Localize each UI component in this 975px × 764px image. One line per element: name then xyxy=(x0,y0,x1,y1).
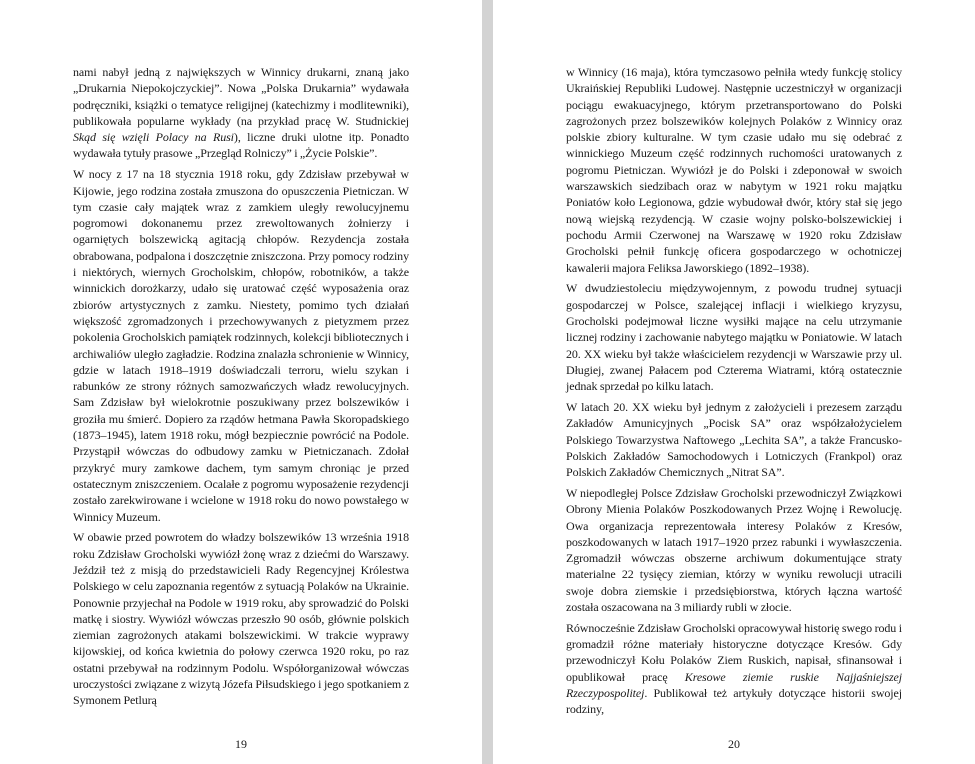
paragraph: W niepodległej Polsce Zdzisław Grocholski przewodniczył Związkowi Obrony Mienia Polaków Poszkodowanych Przez Wojnę i Rewolucję. Owa organizacja reprezentowała interesy Polaków z Kresów, poszkodowanych w latach 1917–1920 przez rabunki i wywłaszczenia. Zgromadził wówczas obszerne archiwum dokumentujące straty materialne 22 tysięcy ziemian, którzy w wyniku rewolucji utracili swoje dobra ziemskie i przedsiębiorstwa, których łączna wartość została oszacowana na 3 miliardy rubli w złocie. xyxy=(566,485,902,614)
paragraph xyxy=(566,620,902,718)
left-page-text xyxy=(73,64,409,722)
book-gutter xyxy=(482,0,493,764)
paragraph-text: nami nabył jedną z największych w Winnicy drukarni, znaną jako „Drukarnia Niepokojczyckiej”. Nowa „Polska Drukarnia” wydawała podręczniki, książki o tematyce religijnej (katechizmy i modlitewniki), publikowała popularne wykłady (na przykład pracę W. Studnickiej xyxy=(73,65,409,128)
page-number: 19 xyxy=(235,737,247,752)
italic-title: Skąd się wzięli Polacy na Rusi xyxy=(73,130,234,145)
paragraph: W obawie przed powrotem do władzy bolszewików 13 września 1918 roku Zdzisław Grocholski wywiózł żonę wraz z dziećmi do Warszawy. Jeździł też z misją do przedstawicieli Rady Regencyjnej Królestwa Polskiego w celu zapoznania regentów z sytuacją Polaków na Ukrainie. Ponownie przyjechał na Podole w 1919 roku, aby sprowadzić do Polski matkę i siostry. Wywiózł wówczas przeszło 90 osób, głównie polskich ziemian zagrożonych atakami bolszewickimi. W trakcie wyprawy kijowskiej, od końca kwietnia do połowy czerwca 1920 roku, po raz ostatni przebywał na rodzinnym Podolu. Współorganizował wówczas uroczystości związane z wizytą Józefa Piłsudskiego i jego spotkaniem z Symonem Petlurą xyxy=(73,530,409,708)
paragraph: W nocy z 17 na 18 stycznia 1918 roku, gdy Zdzisław przebywał w Kijowie, jego rodzina została zmuszona do opuszczenia Pietniczan. W tym czasie cały majątek wraz z zamkiem uległy rewolucyjnemu pogromowi dokonanemu przez zrewoltowanych żołnierzy i ogarniętych bolszewicką agitacją chłopów. Rezydencja została obrabowana, podpalona i doszczętnie zniszczona. Przy pomocy rodziny i niektórych, wiernych Grocholskim, chłopów, robotników, a także winnickich dorożkarzy, udało się uratować część wyposażenia oraz zbiorów artystycznych z zamku. Niestety, pomimo tych działań większość zgromadzonych i przechowywanych z pietyzmem przez pokolenia Grocholskich pamiątek rodzinnych, kolekcji bibliotecznych i archiwaliów uległo zagładzie. Rodzina znalazła schronienie w Winnicy, gdzie w latach 1918–1919 doświadczali terroru, wielu szykan i rabunków ze strony różnych samozwańczych władz rewolucyjnych. Sam Zdzisław był wielokrotnie poszukiwany przez bolszewików i groziła mu śmierć. Dopiero za rządów hetmana Pawła Skoropadskiego (1873–1945), latem 1918 roku, mógł bezpiecznie powrócić na Podole. Przystąpił wówczas do odbudowy zamku w Pietniczanach. Zdołał przykryć mury zamkowe dachem, tym samym chroniąc je przed ostatecznym zniszczeniem. Ocalałe z pogromu wyposażenie rezydencji zostało zarekwirowane i wcielone w 1918 roku do nowo powstałego w Winnicy Muzeum. xyxy=(73,167,409,524)
page-number: 20 xyxy=(728,737,740,752)
italic-title: Kresowe ziemie ruskie Najjaśniejszej Rzeczypospolitej xyxy=(566,669,902,700)
paragraph: W dwudziestoleciu międzywojennym, z powodu trudnej sytuacji gospodarczej w Polsce, szalejącej inflacji i wielkiego kryzysu, Grocholski podejmował liczne wysiłki mające na celu utrzymanie licznej rodziny i zachowanie nabytego majątku w Poniatowie. W latach 20. XX wieku był także właścicielem rezydencji w Warszawie przy ul. Długiej, zwanej Pałacem pod Czterema Wiatrami, którą ostatecznie jednak sprzedał po kilku latach. xyxy=(566,281,902,394)
paragraph-text: Równocześnie Zdzisław Grocholski opracowywał historię swego rodu i gromadził różne materiały historyczne dotyczące Kresów. Gdy przewodniczył Kołu Polaków Ziem Ruskich, napisał, sfinansował i opublikował pracę xyxy=(566,620,902,684)
paragraph: w Winnicy (16 maja), która tymczasowo pełniła wtedy funkcję stolicy Ukraińskiej Republiki Ludowej. Następnie uczestniczył w organizacji pociągu ewakuacyjnego, którym przetransportowano do Polski zagrożonych przez bolszewików kolejnych Polaków z Winnicy oraz polskie zbiory kulturalne. W tym czasie udało mu się odebrać z winnickiego Muzeum część rodzinnych ruchomości uratowanych z pogromu Pietniczan. Wywiózł je do Polski i zdeponował w swoich warszawskich siedzibach oraz w nabytym w 1921 roku majątku Poniatów koło Legionowa, gdzie wybudował dwór, który stał się jego nową wiejską rezydencją. W czasie wojny polsko-bolszewickiej i pochodu Armii Czerwonej na Warszawę w 1920 roku Zdzisław Grocholski pełnił funkcję oficera gospodarczego w ochotniczej kawalerii majora Feliksa Jaworskiego (1892–1938). xyxy=(566,65,902,275)
right-page xyxy=(493,0,975,764)
paragraph-text: ), liczne druki ulotne itp. Ponadto wydawała tytuły prasowe „Przegląd Rolniczy” i „Życie Polskie”. xyxy=(73,130,409,161)
paragraph: W latach 20. XX wieku był jednym z założycieli i prezesem zarządu Zakładów Amunicyjnych „Pocisk SA” oraz współzałożycielem Polskiego Towarzystwa Naftowego „Lechita SA”, a także Francusko-Polskich Zakładów Samochodowych i Lotniczych (Frankpol) oraz Polskich Zakładów Chemicznych „Nitrat SA”. xyxy=(566,399,902,480)
paragraph-text: . Publikował też artykuły dotyczące historii swojej rodziny, xyxy=(566,685,902,717)
left-page xyxy=(0,0,482,764)
right-page-text xyxy=(566,64,902,722)
paragraph xyxy=(73,64,409,162)
